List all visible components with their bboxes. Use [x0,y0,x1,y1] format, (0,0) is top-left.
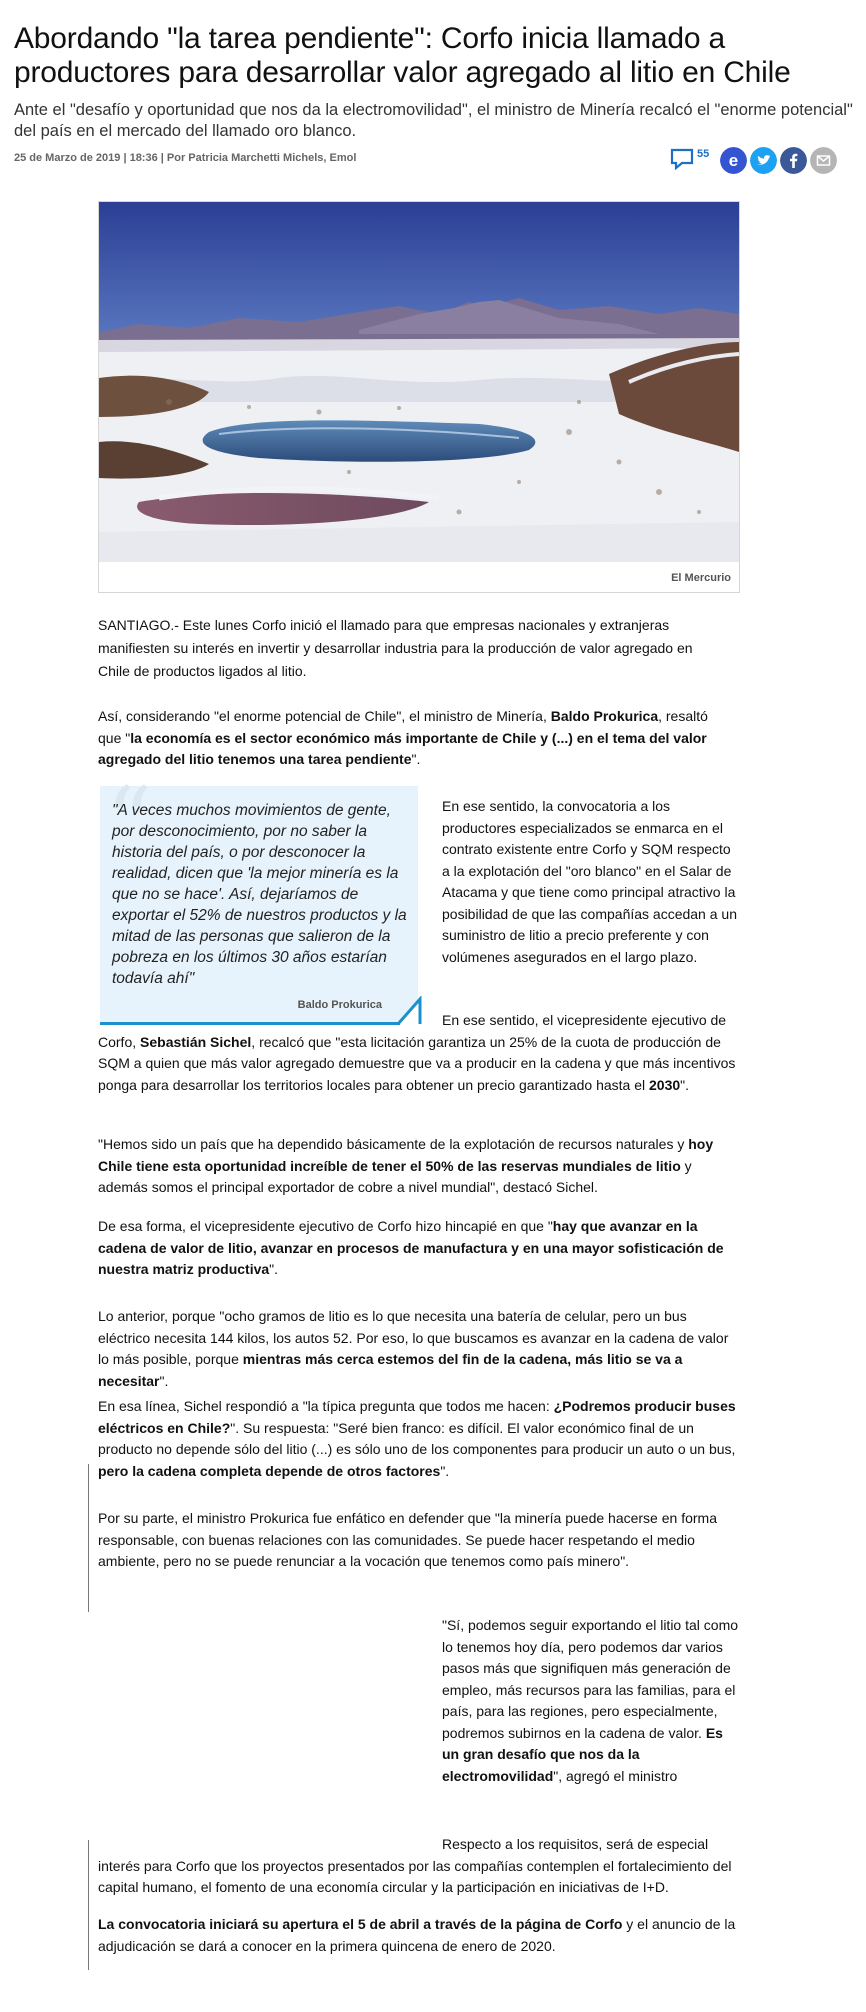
paragraph-12: La convocatoria iniciará su apertura el 5 de abril a través de la página de Corfo y el anuncio de la adjudicación se dará a conocer en la primera quincena de enero de 2020. [98,1916,736,1954]
quote-mark-icon: “ [106,768,153,873]
paragraph-5: "Hemos sido un país que ha dependido básicamente de la explotación de recursos naturales y hoy Chile tiene esta oportunidad increíble de tener el 50% de las reservas mundiales de litio y además somos el principal exportador de cobre a nivel mundial", destacó Sichel. [98,1136,714,1195]
facebook-icon[interactable] [780,147,807,174]
paragraph-7: Lo anterior, porque "ocho gramos de litio es lo que necesita una batería de celular, pero un bus eléctrico necesita 144 kilos, los autos 52. Por eso, lo que buscamos es avanzar en la cadena de valor lo más posible, porque mientras más cerca estemos del fin de la cadena, más litio se va a necesitar". [98,1308,729,1389]
share-bar [670,145,860,177]
emol-icon[interactable] [720,147,747,174]
svg-text:e: e [728,151,739,170]
comment-icon[interactable] [670,148,694,170]
paragraph-9: Por su parte, el ministro Prokurica fue enfático en defender que "la minería puede hacerse en forma responsable, con buenas relaciones con las comunidades. Se puede hacer respetando el medio ambiente, pero no se puede renunciar a la vocación que tenemos como país minero". [98,1510,717,1569]
paragraph-4: En ese sentido, el vicepresidente ejecutivo de Corfo, Sebastián Sichel, recalcó que "esta licitación garantiza un 25% de la cuota de producción de SQM a quien que más valor agregado demuestre que va a producir en la cadena y que más incentivos ponga para desarrollar los territorios locales para obtener un precio garantizado hasta el 2030". [98,1012,736,1093]
paragraph-2: Así, considerando "el enorme potencial de Chile", el ministro de Minería, Baldo Prokurica, resaltó que "la economía es el sector económico más importante de Chile y (...) en el tema del valor agregado del litio tenemos una tarea pendiente". [98,708,708,767]
article-title: Abordando "la tarea pendiente": Corfo inicia llamado a productores para desarrollar valor agregado al litio en Chile [14,22,791,89]
comment-count[interactable]: 55 [697,148,710,160]
pull-quote-text: "A veces muchos movimientos de gente, por desconocimiento, por no saber la historia del país, o por desconocer la realidad, dicen que 'la mejor minería es la que no se hace'. Así, dejaríamos de exportar el 52% de nuestros productos y la mitad de las personas que salieron de la pobreza en los últimos 30 años estarían todavía ahí" [112,802,407,987]
salar-landscape-image [99,202,739,562]
twitter-icon[interactable] [750,147,777,174]
article-photo [98,201,740,593]
left-border-line [88,1464,89,1612]
paragraph-6: De esa forma, el vicepresidente ejecutivo de Corfo hizo hincapié en que "hay que avanzar en la cadena de valor de litio, avanzar en procesos de manufactura y en una mayor sofisticación de nuestra matriz productiva". [98,1218,724,1277]
paragraph-8: En esa línea, Sichel respondió a "la típica pregunta que todos me hacen: ¿Podremos producir buses eléctricos en Chile?". Su respuesta: "Seré bien franco: es difícil. El valor económico final de un producto no depende sólo del litio (...) es sólo uno de los componentes para producir un auto o un bus, pero la cadena completa depende de otros factores". [98,1398,736,1479]
paragraph-1: SANTIAGO.- Este lunes Corfo inició el llamado para que empresas nacionales y extranjeras manifiesten su interés en invertir y desarrollar industria para la producción de valor agregado en Chile de productos ligados al litio. [98,617,693,679]
photo-credit: El Mercurio [671,572,731,584]
paragraph-11: Respecto a los requisitos, será de especial interés para Corfo que los proyectos presentados por las compañías contemplen el fortalecimiento del capital humano, el fomento de una economía circular y la participación en iniciativas de I+D. [98,1836,732,1895]
email-icon[interactable] [810,147,837,174]
paragraph-10: "Sí, podemos seguir exportando el litio tal como lo tenemos hoy día, pero podemos dar varios pasos más que signifiquen más generación de empleo, más recursos para las familias, para el país, para las regiones, pero especialmente, podremos subirnos en la cadena de valor. Es un gran desafío que nos da la electromovilidad", agregó el ministro [442,1617,739,1784]
left-border-line-2 [88,1840,89,1970]
paragraph-3: En ese sentido, la convocatoria a los productores especializados se enmarca en el contrato existente entre Corfo y SQM respecto a la explotación del "oro blanco" en el Salar de Atacama y que tiene como principal atractivo la posibilidad de que las compañías accedan a un suministro de litio a precio preferente y con volúmenes asegurados en el largo plazo. [442,798,737,965]
pull-quote-author: Baldo Prokurica [297,999,382,1011]
article-meta: 25 de Marzo de 2019 | 18:36 | Por Patricia Marchetti Michels, Emol [14,152,357,164]
article-subtitle: Ante el "desafío y oportunidad que nos da la electromovilidad", el ministro de Minería recalcó el "enorme potencial" del país en el mercado del llamado oro blanco. [14,101,853,140]
pull-quote [100,768,418,1022]
